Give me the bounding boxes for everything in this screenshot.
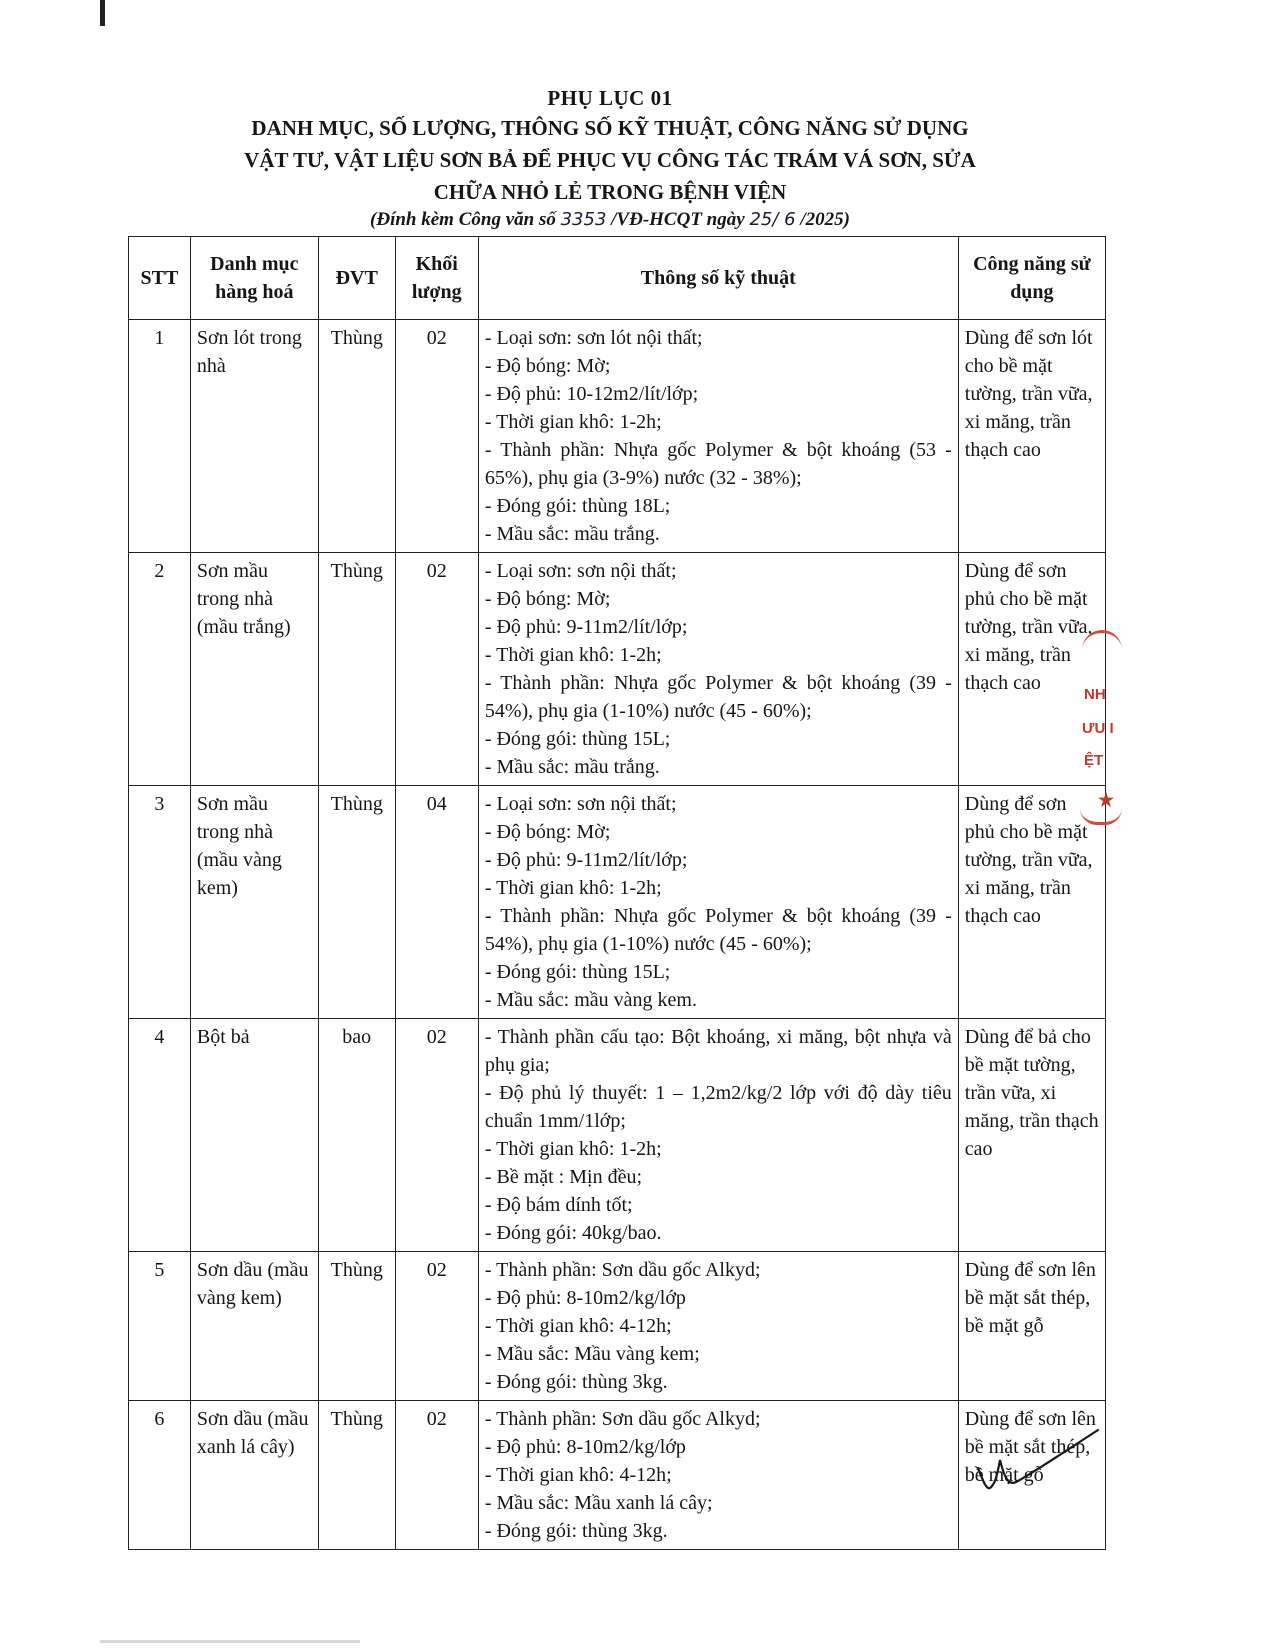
row-stt: 6	[129, 1401, 191, 1550]
spec-line: - Đóng gói: thùng 15L;	[484, 728, 671, 750]
row-quantity: 04	[395, 786, 478, 1019]
spec-line: - Thời gian khô: 4-12h;	[484, 1315, 672, 1337]
spec-line: - Độ phủ: 8-10m2/kg/lớp	[484, 1436, 686, 1458]
row-unit: bao	[318, 1019, 395, 1252]
spec-line: - Thời gian khô: 1-2h;	[484, 644, 662, 666]
table-row	[129, 1252, 1106, 1401]
spec-line: - Thành phần: Sơn dầu gốc Alkyd;	[484, 1408, 761, 1430]
row-stt: 4	[129, 1019, 191, 1252]
spec-line: - Độ phủ: 8-10m2/kg/lớp	[484, 1287, 686, 1309]
stamp-text-1: NH	[1084, 686, 1106, 703]
row-usage: Dùng để sơn lót cho bề mặt tường, trần vữa, xi măng, trần thạch cao	[958, 320, 1105, 553]
spec-line: - Đóng gói: thùng 3kg.	[484, 1520, 668, 1542]
row-item-name: Bột bả	[190, 1019, 318, 1252]
row-usage: Dùng để bả cho bề mặt tường, trần vữa, xi măng, trần thạch cao	[958, 1019, 1105, 1252]
row-stt: 3	[129, 786, 191, 1019]
row-item-name: Sơn dầu (mầu vàng kem)	[190, 1252, 318, 1401]
spec-line: - Đóng gói: thùng 15L;	[484, 961, 671, 983]
scan-bottom-edge	[100, 1640, 360, 1643]
materials-table	[128, 236, 1106, 1550]
row-unit: Thùng	[318, 1401, 395, 1550]
spec-line: - Đóng gói: thùng 18L;	[484, 495, 671, 517]
row-specifications	[478, 1401, 958, 1550]
spec-line: - Loại sơn: sơn nội thất;	[484, 793, 677, 815]
header-qty: Khối lượng	[395, 237, 478, 320]
spec-line: - Thành phần: Nhựa gốc Polymer & bột khoáng (39 - 54%), phụ gia (1-10%) nước (45 - 60%);	[484, 672, 952, 722]
spec-line: - Mầu sắc: Mầu vàng kem;	[484, 1343, 700, 1365]
spec-line: - Độ phủ: 9-11m2/lít/lớp;	[484, 616, 688, 638]
row-item-name: Sơn dầu (mầu xanh lá cây)	[190, 1401, 318, 1550]
row-item-name: Sơn lót trong nhà	[190, 320, 318, 553]
spec-line: - Thời gian khô: 1-2h;	[484, 1138, 662, 1160]
table-row	[129, 320, 1106, 553]
row-usage: Dùng để sơn phủ cho bề mặt tường, trần vữa, xi măng, trần thạch cao	[958, 553, 1105, 786]
spec-line: - Thành phần cấu tạo: Bột khoáng, xi măng, bột nhựa và phụ gia;	[484, 1026, 952, 1076]
table-body	[129, 320, 1106, 1550]
row-quantity: 02	[395, 1019, 478, 1252]
row-specifications	[478, 320, 958, 553]
dispatch-date: 25/ 6	[749, 209, 796, 230]
spec-line: - Bề mặt : Mịn đều;	[484, 1166, 643, 1188]
row-usage: Dùng để sơn lên bề mặt sắt thép, bề mặt gỗ	[958, 1252, 1105, 1401]
document-title-line-2: VẬT TƯ, VẬT LIỆU SƠN BẢ ĐỂ PHỤC VỤ CÔNG TÁC TRÁM VÁ SƠN, SỬA	[244, 148, 976, 172]
row-stt: 2	[129, 553, 191, 786]
row-quantity: 02	[395, 553, 478, 786]
spec-line: - Mầu sắc: Mầu xanh lá cây;	[484, 1492, 713, 1514]
appendix-title: PHỤ LỤC 01	[547, 86, 673, 110]
stamp-arc-bottom	[1080, 808, 1122, 825]
spec-line: - Thành phần: Sơn dầu gốc Alkyd;	[484, 1259, 761, 1281]
row-item-name: Sơn mầu trong nhà (mầu trắng)	[190, 553, 318, 786]
spec-line: - Thời gian khô: 1-2h;	[484, 877, 662, 899]
spec-line: - Độ bóng: Mờ;	[484, 355, 611, 377]
header-stt: STT	[129, 237, 191, 320]
row-usage: Dùng để sơn phủ cho bề mặt tường, trần vữa, xi măng, trần thạch cao	[958, 786, 1105, 1019]
spec-line: - Độ phủ lý thuyết: 1 – 1,2m2/kg/2 lớp với độ dày tiêu chuẩn 1mm/1lớp;	[484, 1082, 952, 1132]
row-quantity: 02	[395, 1252, 478, 1401]
row-unit: Thùng	[318, 786, 395, 1019]
spec-line: - Mầu sắc: mầu vàng kem.	[484, 989, 697, 1011]
spec-line: - Thành phần: Nhựa gốc Polymer & bột khoáng (39 - 54%), phụ gia (1-10%) nước (45 - 60%);	[484, 905, 952, 955]
attachment-reference	[130, 209, 1090, 231]
row-usage: Dùng để sơn lên bề mặt sắt thép, bề mặt gỗ	[958, 1401, 1105, 1550]
scan-edge-mark	[100, 0, 105, 26]
row-specifications	[478, 786, 958, 1019]
red-stamp-fragment	[1078, 612, 1138, 832]
header-use: Công năng sử dụng	[958, 237, 1105, 320]
row-stt: 5	[129, 1252, 191, 1401]
spec-line: - Độ bóng: Mờ;	[484, 588, 611, 610]
header-spec: Thông số kỹ thuật	[478, 237, 958, 320]
spec-line: - Thành phần: Nhựa gốc Polymer & bột khoáng (53 - 65%), phụ gia (3-9%) nước (32 - 38%);	[484, 439, 952, 489]
row-specifications	[478, 1019, 958, 1252]
row-quantity: 02	[395, 1401, 478, 1550]
spec-line: - Mầu sắc: mầu trắng.	[484, 756, 660, 778]
row-unit: Thùng	[318, 1252, 395, 1401]
spec-line: - Loại sơn: sơn lót nội thất;	[484, 327, 703, 349]
table-row	[129, 1019, 1106, 1252]
document-title-line-1: DANH MỤC, SỐ LƯỢNG, THÔNG SỐ KỸ THUẬT, CÔNG NĂNG SỬ DỤNG	[251, 116, 969, 140]
row-specifications	[478, 553, 958, 786]
attachment-middle: /VĐ-HCQT ngày	[606, 209, 750, 230]
spec-line: - Độ phủ: 9-11m2/lít/lớp;	[484, 849, 688, 871]
attachment-prefix: (Đính kèm Công văn số	[370, 209, 561, 230]
spec-line: - Đóng gói: 40kg/bao.	[484, 1222, 662, 1244]
spec-line: - Độ bóng: Mờ;	[484, 821, 611, 843]
spec-line: - Loại sơn: sơn nội thất;	[484, 560, 677, 582]
row-unit: Thùng	[318, 553, 395, 786]
stamp-text-3: ỆT	[1084, 752, 1104, 769]
row-stt: 1	[129, 320, 191, 553]
spec-line: - Độ bám dính tốt;	[484, 1194, 633, 1216]
table-row	[129, 786, 1106, 1019]
handwritten-signature	[968, 1420, 1118, 1510]
stamp-text-2: ƯU I	[1082, 720, 1114, 737]
document-title-line-3: CHỮA NHỎ LẺ TRONG BỆNH VIỆN	[433, 180, 787, 204]
spec-line: - Độ phủ: 10-12m2/lít/lớp;	[484, 383, 699, 405]
row-item-name: Sơn mầu trong nhà (mầu vàng kem)	[190, 786, 318, 1019]
stamp-arc-top	[1082, 630, 1122, 655]
spec-line: - Thời gian khô: 4-12h;	[484, 1464, 672, 1486]
document-header	[130, 86, 1090, 231]
spec-line: - Thời gian khô: 1-2h;	[484, 411, 662, 433]
table-row	[129, 553, 1106, 786]
table-row	[129, 1401, 1106, 1550]
row-specifications	[478, 1252, 958, 1401]
header-item: Danh mục hàng hoá	[190, 237, 318, 320]
stamp-star-icon: ★	[1098, 790, 1115, 810]
table-header-row	[129, 237, 1106, 320]
row-unit: Thùng	[318, 320, 395, 553]
dispatch-number: 3353	[560, 209, 607, 230]
row-quantity: 02	[395, 320, 478, 553]
spec-line: - Mầu sắc: mầu trắng.	[484, 523, 660, 545]
header-unit: ĐVT	[318, 237, 395, 320]
attachment-suffix: /2025)	[795, 209, 850, 230]
spec-line: - Đóng gói: thùng 3kg.	[484, 1371, 668, 1393]
